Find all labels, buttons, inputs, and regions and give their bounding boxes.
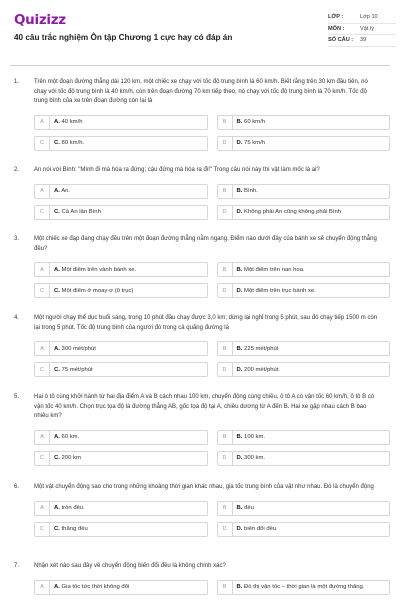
option-text: đều (244, 505, 254, 511)
option-text: Một điểm trên trục bánh xe. (244, 287, 316, 294)
option-letter: A (35, 431, 50, 444)
option-letter: C (35, 137, 50, 150)
option-letter: B (218, 185, 233, 198)
question-2 (10, 166, 390, 220)
option-letter: C (35, 206, 50, 219)
option-key: D. (236, 209, 243, 215)
option-key: A. (54, 188, 60, 194)
option-key: B. (236, 266, 243, 273)
option-key: A. (54, 119, 60, 125)
question-number: 3. (14, 236, 20, 242)
option-text: 75 km/h (244, 140, 266, 146)
option-text: 200 mét/phút. (244, 366, 281, 373)
option-key: B. (236, 119, 243, 125)
option-key: A. (54, 584, 60, 590)
question-number: 4. (14, 315, 20, 321)
option-a[interactable] (34, 262, 208, 277)
question-7 (10, 562, 390, 595)
option-letter: C (35, 284, 50, 297)
option-key: B. (236, 345, 243, 352)
option-a[interactable] (34, 501, 208, 516)
option-letter: D (218, 137, 233, 150)
option-key: C. (54, 366, 60, 373)
option-letter: B (218, 431, 233, 444)
option-text: 60 km/h (244, 119, 266, 125)
option-text: 300 mét/phút (61, 345, 96, 352)
option-text: Một điểm trên nan hoa. (244, 266, 305, 273)
option-key: D. (236, 366, 243, 373)
option-key: C. (54, 209, 60, 215)
option-a[interactable] (34, 341, 208, 356)
option-b[interactable] (217, 262, 391, 277)
option-letter: A (35, 502, 50, 515)
option-text: Đồ thị vận tốc – thời gian là một đường thẳng. (244, 584, 365, 590)
option-key: C. (54, 140, 60, 146)
option-text: 100 km. (244, 434, 266, 440)
option-b[interactable] (217, 501, 391, 516)
option-key: D. (236, 526, 243, 532)
option-key: B. (236, 188, 243, 194)
option-text: 225 mét/phút (244, 345, 279, 352)
option-text: 75 mét/phút (61, 366, 93, 373)
meta-row-count (328, 35, 396, 47)
option-a[interactable] (34, 430, 208, 445)
option-c[interactable] (34, 362, 208, 377)
option-d[interactable] (217, 522, 391, 537)
quizizz-logo: Quizizz (14, 12, 66, 28)
question-1 (10, 78, 390, 151)
question-text: Trên một đoạn đường thẳng dài 120 km, một chiếc xe chạy với tốc độ trung bình là 60 km/h. Biết rằng trên 30 km đầu tiên, nó chạy với tốc độ trung bình là 40 km/h, còn trên đoạn đường 70 km tiếp theo, nó chạy với tốc độ trung bình là 70 km/h. Tốc độ trung bình của xe trên đoạn đường còn lại là (34, 79, 368, 104)
option-d[interactable] (217, 362, 391, 377)
option-letter: A (35, 116, 50, 129)
question-text: Hai ô tô cùng khởi hành từ hai địa điểm A và B cách nhau 100 km, chuyển động cùng chiều, ô tô A có vận tốc 60 km/h, ô tô B có vận tốc 40 km/h. Chọn trục tọa độ là đường thẳng AB, gốc tọa độ tại A, chiều dương từ A đến B. Hai xe gặp nhau cách B bao nhiêu km? (34, 394, 375, 419)
option-letter: D (218, 206, 233, 219)
option-d[interactable] (217, 205, 391, 220)
option-b[interactable] (217, 184, 391, 199)
option-b[interactable] (217, 580, 391, 595)
meta-key: MÔN : (328, 25, 345, 32)
option-text: Gia tốc tức thời không đổi (61, 584, 130, 590)
question-text: Một người chạy thể dục buổi sáng, trong 10 phút đầu chạy được 3,0 km; dừng lại nghỉ trong 5 phút, sau đó chạy tiếp 1500 m còn lại trong 5 phút. Tốc độ trung bình của người đó trong cả quãng đường là (34, 315, 378, 331)
option-c[interactable] (34, 522, 208, 537)
question-4 (10, 314, 390, 377)
option-key: C. (54, 287, 60, 294)
worksheet-title: 40 câu trắc nghiệm Ôn tập Chương 1 cực hay có đáp án (14, 33, 233, 42)
option-text: biến đổi đều (244, 526, 277, 532)
question-number: 1. (14, 79, 20, 85)
option-key: D. (236, 140, 243, 146)
option-text: 300 km. (244, 455, 266, 461)
option-b[interactable] (217, 341, 391, 356)
question-number: 6. (14, 484, 20, 490)
option-letter: A (35, 342, 50, 355)
option-letter: B (218, 116, 233, 129)
option-key: D. (236, 287, 243, 294)
worksheet-meta (328, 12, 396, 47)
question-number: 5. (14, 394, 20, 400)
option-c[interactable] (34, 205, 208, 220)
option-text: Một điểm trên vành bánh xe. (61, 266, 137, 273)
option-text: An. (61, 188, 71, 194)
option-c[interactable] (34, 136, 208, 151)
option-text: Bình. (244, 188, 258, 194)
option-letter: A (35, 581, 50, 594)
option-d[interactable] (217, 451, 391, 466)
option-text: Một điểm ở moay-ơ (ổ trục) (61, 287, 134, 294)
option-a[interactable] (34, 115, 208, 130)
option-a[interactable] (34, 184, 208, 199)
option-key: C. (54, 455, 60, 461)
option-letter: A (35, 263, 50, 276)
question-text: Một vật chuyển động sao cho trong những khoảng thời gian khác nhau, gia tốc trung bình của vật như nhau. Đó là chuyển động (34, 484, 374, 490)
question-3 (10, 235, 390, 298)
option-b[interactable] (217, 115, 391, 130)
question-text: An nói với Bình: "Mình đi mà hóa ra đứng; cậu đứng mà hóa ra đi!" Trong câu nói này thì vật làm mốc là ai? (34, 167, 320, 173)
worksheet-header (10, 0, 390, 66)
option-c[interactable] (34, 451, 208, 466)
option-letter: A (35, 185, 50, 198)
option-key: A. (54, 434, 60, 440)
meta-row-subject (328, 24, 396, 36)
option-a[interactable] (34, 580, 208, 595)
meta-key: LỚP : (328, 14, 344, 21)
option-key: A. (54, 266, 60, 273)
option-key: A. (54, 505, 60, 511)
meta-value: Vật lý (360, 25, 374, 32)
option-text: tròn đều. (61, 505, 85, 511)
option-letter: D (218, 284, 233, 297)
option-key: C. (54, 526, 60, 532)
option-letter: B (218, 342, 233, 355)
option-key: D. (236, 455, 243, 461)
meta-key: SỐ CÂU : (328, 37, 354, 44)
question-6 (10, 483, 390, 537)
option-b[interactable] (217, 430, 391, 445)
option-letter: B (218, 502, 233, 515)
option-letter: D (218, 452, 233, 465)
meta-row-class (328, 12, 396, 24)
question-number: 7. (14, 563, 20, 569)
option-letter: C (35, 363, 50, 376)
option-d[interactable] (217, 136, 391, 151)
question-text: Nhận xét nào sau đây về chuyển động biến đổi đều là không chính xác? (34, 563, 226, 569)
option-text: 200 km (61, 455, 81, 461)
option-text: 80 km/h. (61, 140, 85, 146)
option-text: Không phải An cũng không phải Bình (244, 209, 341, 215)
option-c[interactable] (34, 283, 208, 298)
option-text: 60 km. (61, 434, 80, 440)
option-letter: D (218, 523, 233, 536)
meta-value: Lớp 10 (360, 14, 378, 21)
option-key: A. (54, 345, 60, 352)
option-letter: D (218, 363, 233, 376)
option-letter: C (35, 523, 50, 536)
option-key: B. (236, 434, 243, 440)
option-text: thẳng đều (61, 526, 88, 532)
option-text: Cả An lẫn Bình (61, 209, 101, 215)
option-letter: B (218, 263, 233, 276)
meta-value: 39 (360, 37, 367, 44)
question-5 (10, 393, 390, 466)
option-key: B. (236, 584, 243, 590)
option-key: B. (236, 505, 243, 511)
question-text: Một chiếc xe đạp đang chạy đều trên một đoạn đường thẳng nằm ngang. Điểm nào dưới đây của bánh xe sẽ chuyển động thẳng đều? (34, 236, 377, 252)
option-letter: B (218, 581, 233, 594)
question-number: 2. (14, 167, 20, 173)
option-letter: C (35, 452, 50, 465)
option-d[interactable] (217, 283, 391, 298)
option-text: 40 km/h (61, 119, 83, 125)
